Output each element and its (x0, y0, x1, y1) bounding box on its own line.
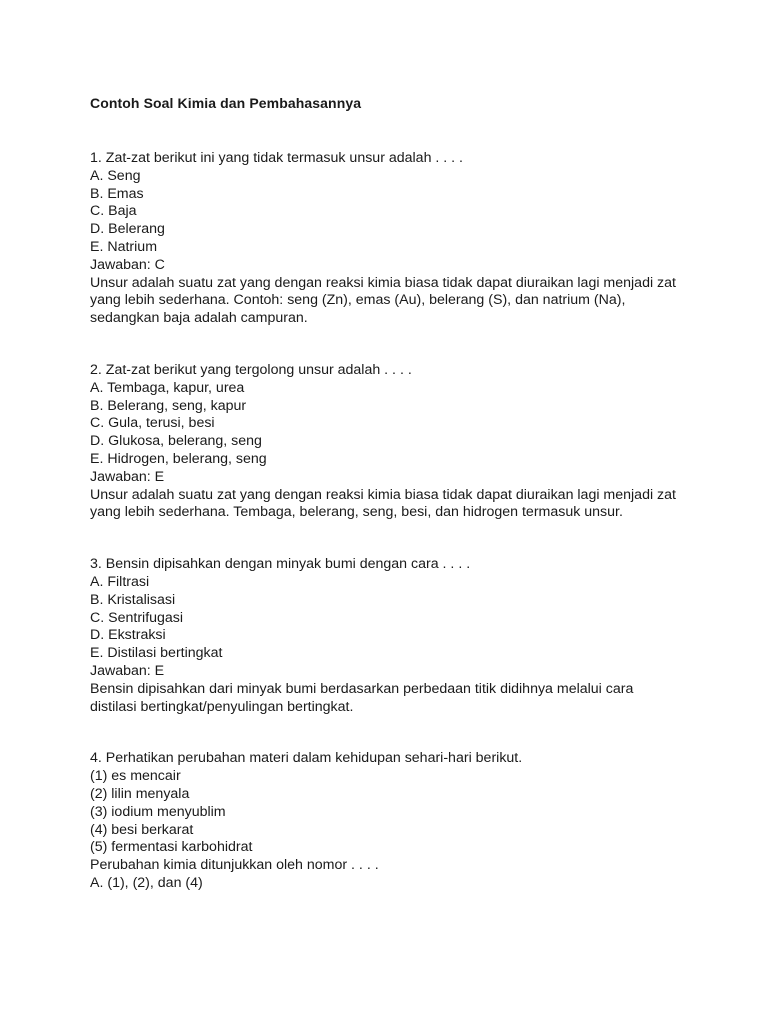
answer: Jawaban: C (90, 256, 165, 273)
explanation: Unsur adalah suatu zat yang dengan reaksi kimia biasa tidak dapat diuraikan lagi menjadi zat yang lebih sederhana. Tembaga, belerang, seng, besi, dan hidrogen termasuk unsur. (90, 486, 676, 521)
question-prompt: 4. Perhatikan perubahan materi dalam kehidupan sehari-hari berikut. (90, 750, 523, 767)
explanation: Bensin dipisahkan dari minyak bumi berdasarkan perbedaan titik didihnya melalui cara distilasi bertingkat/penyulingan bertingkat. (90, 680, 634, 715)
option-b: B. Belerang, seng, kapur (90, 397, 247, 414)
question-followup: Perubahan kimia ditunjukkan oleh nomor . . . . (90, 857, 379, 874)
answer: Jawaban: E (90, 468, 165, 485)
option-a: A. Tembaga, kapur, urea (90, 379, 245, 396)
option-e: E. Natrium (90, 238, 158, 255)
option-e: E. Hidrogen, belerang, seng (90, 450, 267, 467)
list-item: (4) besi berkarat (90, 821, 194, 838)
option-d: D. Glukosa, belerang, seng (90, 433, 262, 450)
option-d: D. Ekstraksi (90, 627, 166, 644)
option-d: D. Belerang (90, 221, 165, 238)
option-c: C. Gula, terusi, besi (90, 415, 215, 432)
list-item: (5) fermentasi karbohidrat (90, 839, 253, 856)
option-b: B. Kristalisasi (90, 591, 176, 608)
explanation: Unsur adalah suatu zat yang dengan reaksi kimia biasa tidak dapat diuraikan lagi menjadi zat yang lebih sederhana. Contoh: seng (Zn), emas (Au), belerang (S), dan natrium (Na), sedangkan baja adalah campuran. (90, 274, 676, 327)
option-c: C. Sentrifugasi (90, 609, 184, 626)
option-a: A. Filtrasi (90, 573, 150, 590)
question-prompt: 3. Bensin dipisahkan dengan minyak bumi dengan cara . . . . (90, 556, 471, 573)
question-prompt: 1. Zat-zat berikut ini yang tidak termasuk unsur adalah . . . . (90, 150, 463, 166)
list-item: (3) iodium menyublim (90, 803, 226, 820)
option-a: A. (1), (2), dan (4) (90, 874, 203, 891)
list-item: (2) lilin menyala (90, 785, 190, 802)
question-2 (90, 362, 708, 522)
option-b: B. Emas (90, 185, 144, 202)
question-4 (90, 750, 708, 892)
question-prompt: 2. Zat-zat berikut yang tergolong unsur adalah . . . . (90, 361, 412, 378)
option-e: E. Distilasi bertingkat (90, 645, 223, 662)
option-a: A. Seng (90, 167, 141, 184)
question-3 (90, 556, 708, 716)
answer: Jawaban: E (90, 662, 165, 679)
question-1 (90, 150, 708, 328)
document-title: Contoh Soal Kimia dan Pembahasannya (90, 95, 362, 111)
list-item: (1) es mencair (90, 768, 181, 785)
option-c: C. Baja (90, 203, 137, 220)
